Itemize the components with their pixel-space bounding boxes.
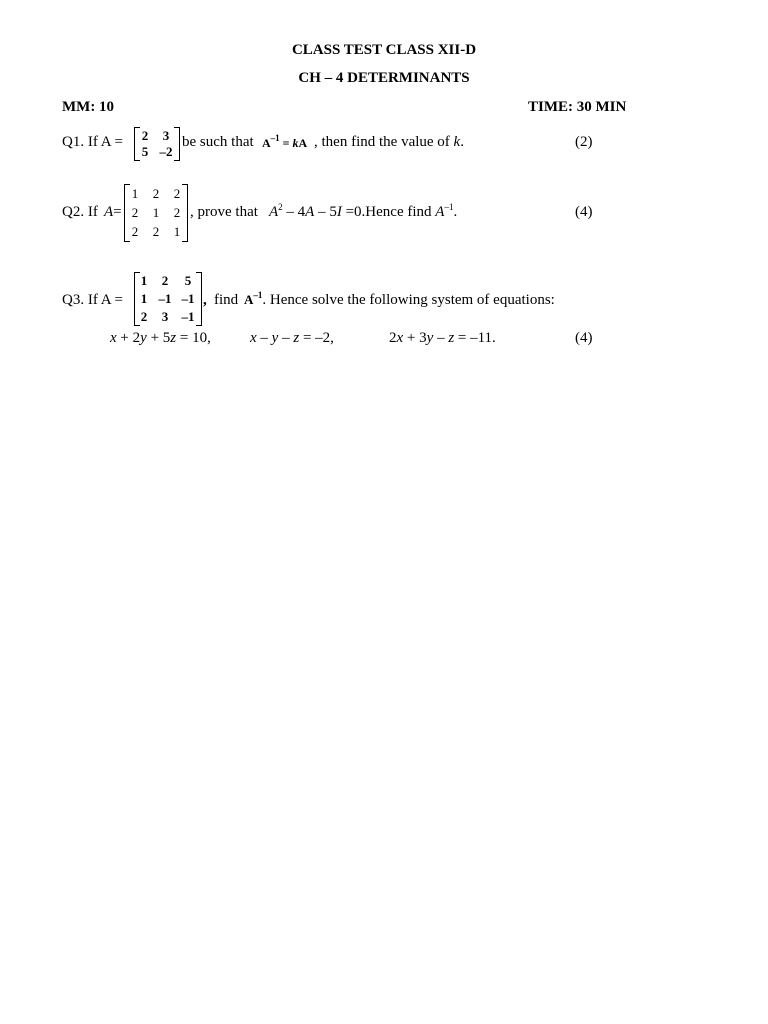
q1-condition — [262, 133, 308, 151]
time-limit: TIME: 30 MIN — [528, 99, 627, 115]
cond-sup: –1 — [270, 133, 280, 143]
eq3-rhs: = –11. — [454, 330, 496, 346]
matrix-cell: 2 — [131, 205, 139, 220]
eq2-y: y — [271, 330, 279, 346]
eq1-rhs: = 10, — [176, 330, 211, 346]
q2-lhs — [104, 204, 122, 221]
eq3-z: z — [448, 330, 455, 346]
q2-var-a: A — [104, 204, 114, 220]
cond-eq: = — [279, 136, 293, 150]
matrix-cell: 2 — [131, 224, 139, 239]
matrix-cell: 1 — [131, 186, 139, 201]
equation-2 — [250, 330, 334, 347]
eq2-rhs: = –2, — [299, 330, 334, 346]
matrix-cell: 3 — [162, 128, 170, 143]
matrix-cell: 1 — [173, 224, 181, 239]
expr-sup: 2 — [278, 202, 283, 212]
q2-matrix — [124, 184, 188, 242]
eq2-m1: – — [256, 330, 272, 346]
eq1-x: x — [110, 330, 117, 346]
matrix-cell: 1 — [140, 291, 148, 306]
eq2-m2: – — [278, 330, 294, 346]
q2-text-a: , prove that — [190, 204, 258, 220]
equation-3 — [389, 330, 496, 347]
matrix-cell: –2 — [159, 144, 173, 159]
eq1-z: z — [170, 330, 177, 346]
q1-var-k: k — [453, 134, 461, 150]
matrix-cell: –1 — [158, 291, 172, 306]
cond-b: A — [298, 136, 308, 150]
expr-end: =0.Hence find — [341, 204, 432, 220]
test-title: CLASS TEST CLASS XII-D — [291, 42, 477, 58]
q1-marks: (2) — [575, 134, 593, 150]
q3-text: . Hence solve the following system of equations: — [262, 292, 555, 308]
inv-sup: –1 — [444, 202, 454, 212]
matrix-cell: 2 — [173, 186, 181, 201]
eq3-p1: + 3 — [403, 330, 427, 346]
chapter-title: CH – 4 DETERMINANTS — [298, 70, 470, 86]
matrix-cell: 2 — [141, 128, 149, 143]
q3-marks: (4) — [575, 330, 593, 346]
expr-m2: – 5 — [314, 204, 337, 220]
q1-text-b-main: , then find the value of — [314, 134, 450, 150]
cond-a: A — [262, 136, 271, 150]
q3-find: find — [214, 292, 239, 308]
q1-prefix: Q1. If A = — [62, 134, 123, 150]
q2-period: . — [453, 204, 458, 220]
q3-prefix: Q3. If A = — [62, 292, 123, 308]
q3-matrix — [134, 272, 202, 326]
q3-inverse — [244, 292, 555, 309]
eq1-p1: + 2 — [116, 330, 141, 346]
matrix-cell: 2 — [161, 273, 169, 288]
q2-expression — [269, 204, 457, 221]
q2-marks: (4) — [575, 204, 593, 220]
eq2-z: z — [293, 330, 300, 346]
inv-a: A — [244, 292, 254, 307]
eq3-m1: – — [433, 330, 449, 346]
q1-matrix — [134, 127, 180, 161]
matrix-cell: 1 — [152, 205, 160, 220]
inv-sup: –1 — [253, 290, 263, 300]
eq2-x: x — [250, 330, 257, 346]
matrix-cell: 5 — [184, 273, 192, 288]
q1-text-b — [314, 134, 464, 151]
expr-m1: – 4 — [282, 204, 306, 220]
expr-a2: A — [305, 204, 315, 220]
cond-k: k — [292, 136, 299, 150]
q1-text-a: be such that — [182, 134, 254, 150]
matrix-cell: 2 — [140, 309, 148, 324]
eq3-y: y — [426, 330, 434, 346]
eq1-p2: + 5 — [146, 330, 171, 346]
matrix-cell: 2 — [152, 224, 160, 239]
eq1-y: y — [140, 330, 147, 346]
matrix-cell: –1 — [181, 291, 195, 306]
max-marks: MM: 10 — [62, 99, 115, 115]
matrix-cell: 2 — [152, 186, 160, 201]
matrix-cell: 2 — [173, 205, 181, 220]
q3-comma: , — [203, 292, 207, 308]
matrix-cell: 1 — [140, 273, 148, 288]
q1-period: . — [460, 134, 464, 150]
q2-prefix: Q2. If — [62, 204, 98, 220]
expr-i: I — [336, 204, 342, 220]
matrix-cell: 5 — [141, 144, 149, 159]
matrix-cell: –1 — [181, 309, 195, 324]
eq3-c: 2 — [389, 330, 397, 346]
inv-a: A — [435, 204, 445, 220]
expr-a: A — [269, 204, 279, 220]
matrix-cell: 3 — [161, 309, 169, 324]
equation-1 — [110, 330, 211, 347]
eq3-x: x — [396, 330, 404, 346]
q2-eq: = — [113, 204, 122, 220]
